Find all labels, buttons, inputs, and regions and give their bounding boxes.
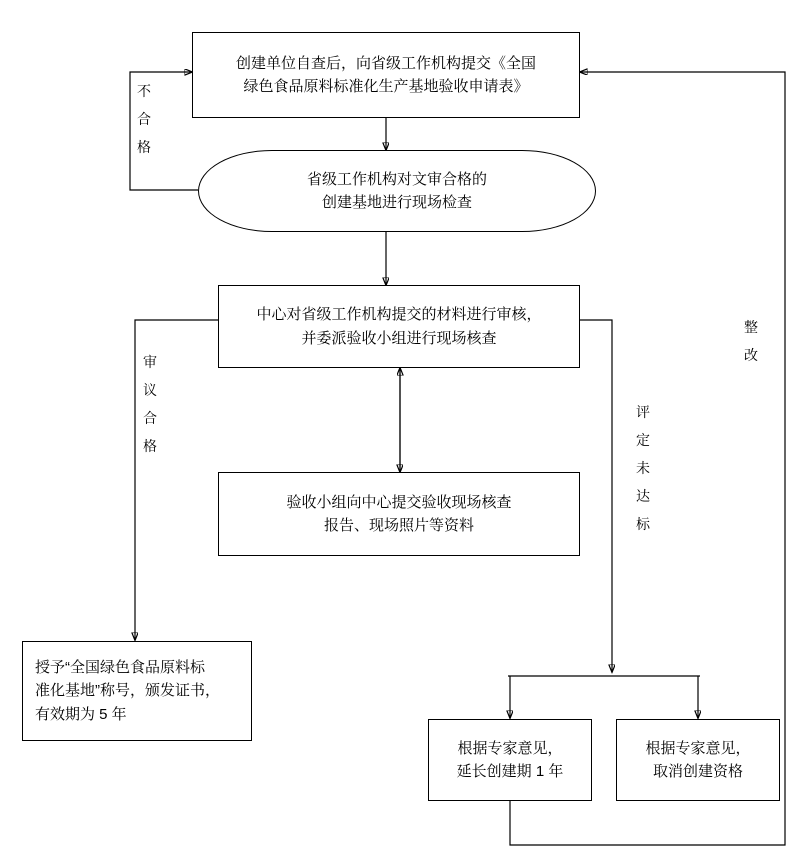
edge-label-char: 不 <box>137 83 151 99</box>
edge-label-char: 定 <box>636 432 650 448</box>
node-center-review-line-1: 中心对省级工作机构提交的材料进行审核， <box>256 306 542 324</box>
edge-label-char: 格 <box>137 139 151 155</box>
node-cancel <box>616 719 780 801</box>
edge-label-char: 评 <box>636 404 650 420</box>
edge-label-char: 格 <box>143 438 157 454</box>
node-extend <box>428 719 592 801</box>
node-center-review-line-2: 并委派验收小组进行现场核查 <box>301 329 497 347</box>
edge-label-char: 改 <box>744 347 758 363</box>
edge-label-not-meet <box>636 405 650 545</box>
edge-label-unqualified <box>137 84 151 168</box>
edge-label-char: 未 <box>636 460 650 476</box>
node-grant-line-1: 授予“全国绿色食品原料标 <box>35 659 205 677</box>
node-cancel-line-1: 根据专家意见， <box>645 739 751 757</box>
node-grant-line-2: 准化基地”称号，颁发证书， <box>35 682 220 700</box>
node-grant <box>22 641 252 741</box>
edge-label-char: 达 <box>636 488 650 504</box>
edge-label-char: 整 <box>744 319 758 335</box>
node-extend-line-2: 延长创建期 1 年 <box>456 763 564 780</box>
edge-label-char: 合 <box>137 111 151 127</box>
edge-label-char: 标 <box>636 516 650 532</box>
node-apply-line-2: 绿色食品原料标准化生产基地验收申请表》 <box>243 78 529 95</box>
node-center-review <box>218 285 580 368</box>
node-group-report-line-1: 验收小组向中心提交验收现场核查 <box>286 493 512 511</box>
node-apply-line-1: 创建单位自查后，向省级工作机构提交《全国 <box>235 54 536 72</box>
node-grant-line-3: 有效期为 5 年 <box>35 705 127 723</box>
edge-label-char: 议 <box>143 382 157 398</box>
node-apply <box>192 32 580 118</box>
edge-label-rectify <box>744 320 758 376</box>
node-group-report <box>218 472 580 556</box>
edge-label-char: 审 <box>143 354 157 370</box>
edge-label-char: 合 <box>143 410 157 426</box>
node-province-check <box>198 150 596 232</box>
edge-label-review-pass <box>143 355 157 467</box>
node-group-report-line-2: 报告、现场照片等资料 <box>323 517 474 534</box>
node-province-check-line-1: 省级工作机构对文审合格的 <box>306 170 487 188</box>
node-cancel-line-2: 取消创建资格 <box>652 763 743 780</box>
node-province-check-line-2: 创建基地进行现场检查 <box>321 194 472 211</box>
node-extend-line-1: 根据专家意见， <box>457 739 563 757</box>
